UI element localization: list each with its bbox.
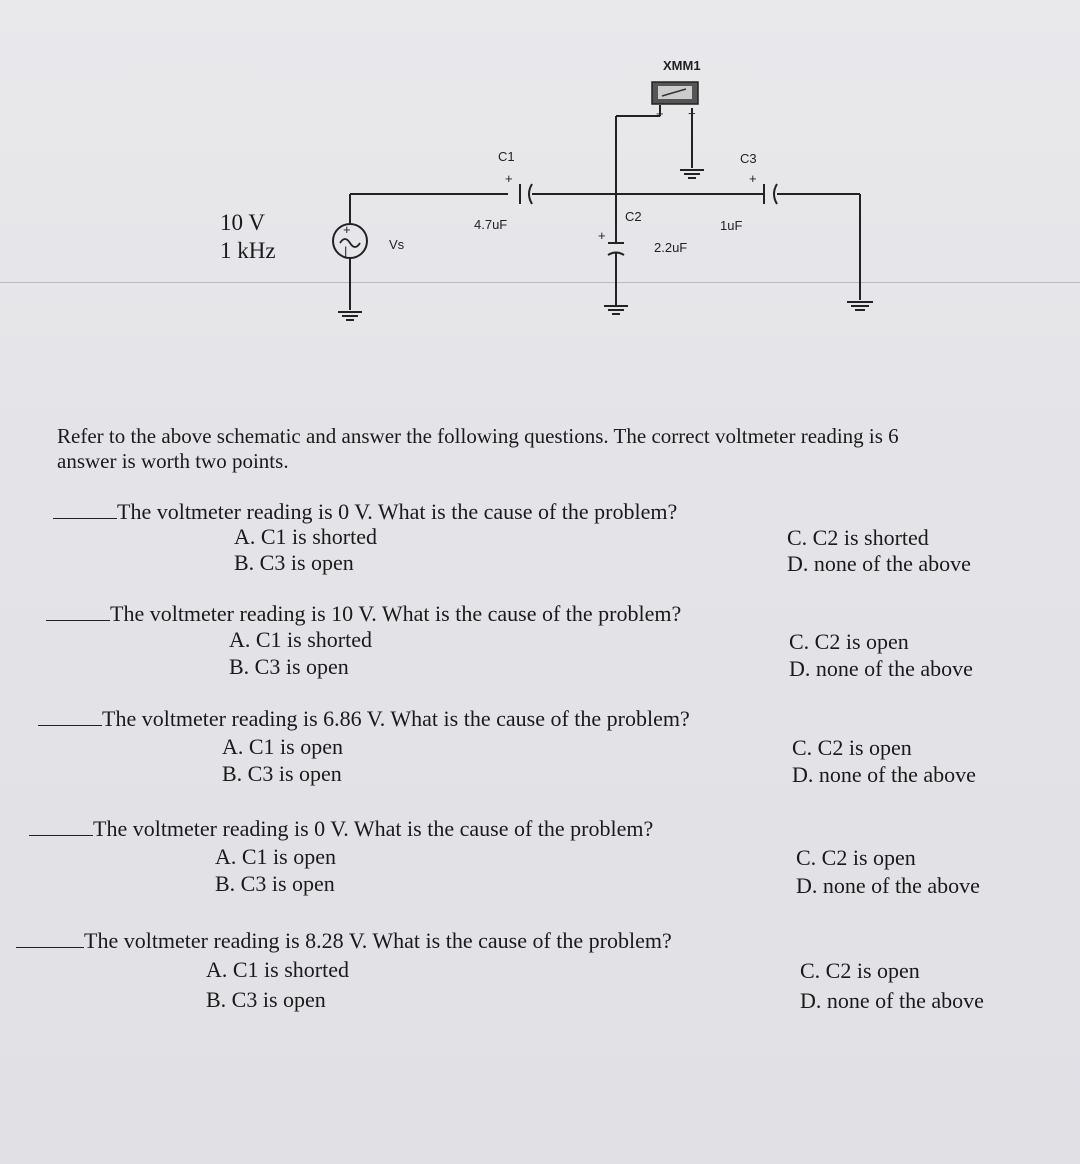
question-2-option-c: C. C2 is open [789,629,909,654]
c3-name-label: C3 [740,151,757,166]
instructions-line-2: answer is worth two points. [57,449,289,473]
question-3-option-a: A. C1 is open [222,734,343,759]
question-1-prompt: The voltmeter reading is 0 V. What is the cause of the problem? [117,499,678,524]
svg-text:+: + [598,228,606,243]
question-3-prompt: The voltmeter reading is 6.86 V. What is the cause of the problem? [102,706,690,731]
question-3-option-d: D. none of the above [792,762,976,787]
question-1-option-a: A. C1 is shorted [234,524,377,549]
svg-text:+: + [749,171,757,186]
answer-blank-1[interactable] [53,500,117,519]
circuit-schematic [0,0,1080,340]
c1-value-label: 4.7uF [474,217,508,232]
meter-name-label: XMM1 [663,58,701,73]
question-4-option-a: A. C1 is open [215,844,336,869]
svg-text:+: + [505,171,513,186]
source-frequency-label: 1 kHz [220,238,276,263]
source-voltage-label: 10 V [220,210,265,235]
question-4-option-c: C. C2 is open [796,845,916,870]
source-name-label: Vs [389,237,405,252]
question-2-option-a: A. C1 is shorted [229,627,372,652]
answer-blank-5[interactable] [16,929,84,948]
question-5-prompt: The voltmeter reading is 8.28 V. What is the cause of the problem? [84,928,672,953]
question-2-option-d: D. none of the above [789,656,973,681]
c1-name-label: C1 [498,149,515,164]
question-4-prompt: The voltmeter reading is 0 V. What is the cause of the problem? [93,816,654,841]
c2-name-label: C2 [625,209,642,224]
svg-text:|: | [344,244,348,259]
question-2-option-b: B. C3 is open [229,654,349,679]
answer-blank-3[interactable] [38,707,102,726]
answer-blank-2[interactable] [46,602,110,621]
question-5-option-c: C. C2 is open [800,958,920,983]
svg-text:+: + [343,222,351,237]
question-5-option-a: A. C1 is shorted [206,957,349,982]
question-3-option-c: C. C2 is open [792,735,912,760]
question-4-option-b: B. C3 is open [215,871,335,896]
ground-symbol-load [847,302,873,310]
instructions-line-1: Refer to the above schematic and answer the following questions. The correct voltmeter reading is 6 [57,424,899,448]
svg-text:−: − [688,106,696,121]
question-3-option-b: B. C3 is open [222,761,342,786]
question-1-option-c: C. C2 is shorted [787,525,929,550]
c3-value-label: 1uF [720,218,743,233]
ground-symbol-meter [680,170,704,178]
svg-text:+: + [656,106,664,121]
ground-symbol-c2 [604,306,628,314]
question-4-option-d: D. none of the above [796,873,980,898]
question-5-option-b: B. C3 is open [206,987,326,1012]
ground-symbol-source [338,312,362,320]
answer-blank-4[interactable] [29,817,93,836]
question-5-option-d: D. none of the above [800,988,984,1013]
c2-value-label: 2.2uF [654,240,688,255]
question-1-option-b: B. C3 is open [234,550,354,575]
question-2-prompt: The voltmeter reading is 10 V. What is the cause of the problem? [110,601,682,626]
question-1-option-d: D. none of the above [787,551,971,576]
